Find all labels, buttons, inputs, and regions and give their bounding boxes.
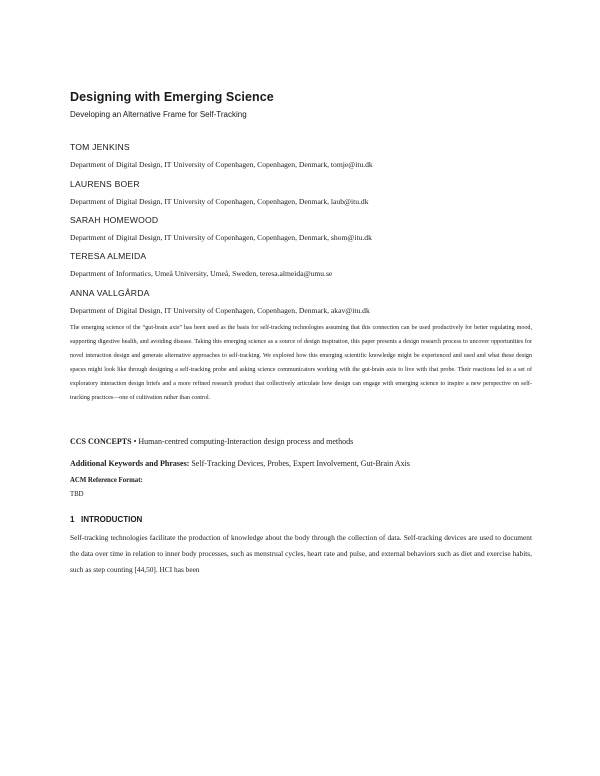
section-heading [70, 515, 142, 524]
ccs-value: Human-centred computing-Interaction design process and methods [138, 437, 354, 446]
section-number: 1 [70, 515, 75, 524]
keywords-value: Self-Tracking Devices, Probes, Expert Involvement, Gut-Brain Axis [189, 459, 410, 468]
paper-title: Designing with Emerging Science [70, 90, 274, 104]
author-affiliation: Department of Informatics, Umeå University, Umeå, Sweden, teresa.almeida@umu.se [70, 269, 333, 278]
introduction-text: Self-tracking technologies facilitate the production of knowledge about the body through the collection of data. Self-tracking devices are used to document the data over time in relation to inner body processes, such as menstrual cycles, heart rate and pulse, and external behaviors such as diet and exercise habits, such as step counting [44,50]. HCI has been [70, 533, 532, 575]
paper-subtitle: Developing an Alternative Frame for Self-Tracking [70, 110, 247, 119]
author-name: SARAH HOMEWOOD [70, 215, 159, 225]
abstract-text: The emerging science of the “gut-brain axis” has been used as the basis for self-tracking technologies assuming that this connection can be used productively for better regulating mood, supporting digestive health, and avoiding disease. Taking this emerging science as a source of design inspiration, this paper presents a design research process to uncover opportunities for novel interaction design and generate alternative approaches to self-tracking. We explored how this emerging scientific knowledge might be experienced and used and what these design spaces might look like through designing a self-tracking probe and asking science communicators working with the gut-brain axis to live with that probe. Their reactions led to a set of exploratory interaction design briefs and a more refined research product that collectively articulate how design can engage with emerging science to inspire a new perspective on self-tracking practices—one of cultivation rather than control. [70, 325, 532, 401]
author-affiliation: Department of Digital Design, IT University of Copenhagen, Copenhagen, Denmark, laub@itu.dk [70, 197, 369, 206]
ccs-label: CCS CONCEPTS [70, 437, 132, 446]
author-name: TERESA ALMEIDA [70, 251, 147, 261]
author-name: LAURENS BOER [70, 179, 140, 189]
ccs-separator: • [131, 437, 139, 446]
section-title: INTRODUCTION [81, 515, 143, 524]
author-affiliation: Department of Digital Design, IT University of Copenhagen, Copenhagen, Denmark, shom@itu.dk [70, 233, 372, 242]
acm-reference-label: ACM Reference Format: [70, 477, 143, 484]
keywords [70, 459, 410, 468]
author-name: TOM JENKINS [70, 142, 130, 152]
author-affiliation: Department of Digital Design, IT University of Copenhagen, Copenhagen, Denmark, tomje@itu.dk [70, 160, 373, 169]
author-affiliation: Department of Digital Design, IT University of Copenhagen, Copenhagen, Denmark, akav@itu.dk [70, 306, 370, 315]
author-name: ANNA VALLGÅRDA [70, 288, 150, 298]
ccs-concepts [70, 437, 353, 446]
keywords-label: Additional Keywords and Phrases: [70, 459, 190, 468]
acm-reference-value: TBD [70, 491, 84, 498]
